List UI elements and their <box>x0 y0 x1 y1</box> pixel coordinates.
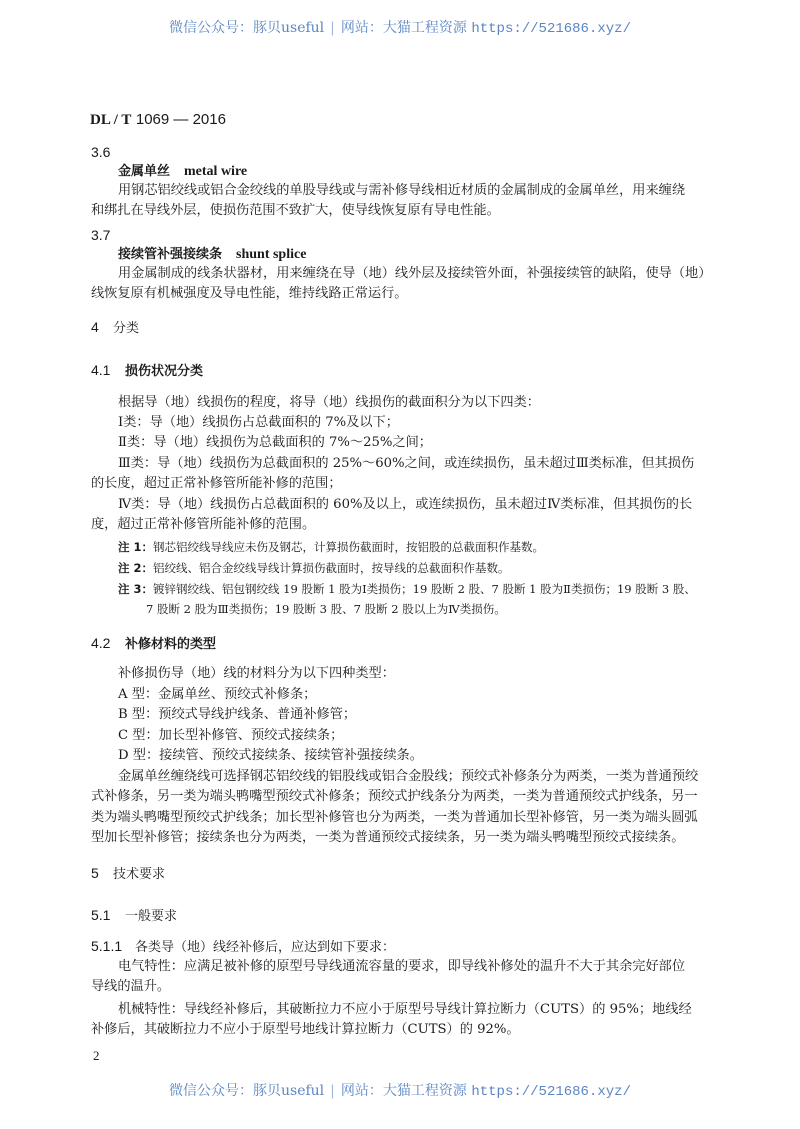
watermark-site-label: 网站：大猫工程资源 <box>340 20 467 36</box>
damage-class-item: 度，超过正常补修管所能补修的范围。 <box>91 517 316 532</box>
term-3-7 <box>118 246 306 264</box>
heading-number: 4.2 <box>91 635 111 651</box>
requirement-line: 电气特性：应满足被补修的原型号导线通流容量的要求，即导线补修处的温升不大于其余完好部位 <box>118 959 686 974</box>
damage-class-item: Ⅰ类：导（地）线损伤占总截面积的 7%及以下； <box>118 415 399 430</box>
page-number: 2 <box>93 1048 100 1063</box>
note-text: 钢芯铝绞线导线应未伤及钢芯，计算损伤截面时，按铝股的总截面积作基数。 <box>153 540 545 554</box>
term-3-6 <box>118 163 247 181</box>
heading-title: 技术要求 <box>113 867 166 882</box>
watermark-bottom <box>0 1080 800 1100</box>
material-type-item: B 型：预绞式导线护线条、普通补修管； <box>118 707 357 722</box>
requirement-line: 补修后，其破断拉力不应小于原型号地线计算拉断力（CUTS）的 92%。 <box>91 1022 520 1037</box>
heading-title: 一般要求 <box>125 909 178 924</box>
term-en: metal wire <box>184 164 248 179</box>
definition-line: 线恢复原有机械强度及导电性能，维持线路正常运行。 <box>91 286 408 301</box>
heading-number: 5.1.1 <box>91 938 123 954</box>
requirement-line: 机械特性：导线经补修后，其破断拉力不应小于原型号导线计算拉断力（CUTS）的 95%；地线经 <box>118 1002 692 1017</box>
definition-line: 用钢芯铝绞线或铝合金绞线的单股导线或与需补修导线相近材质的金属制成的金属单丝，用来缠绕 <box>118 183 686 198</box>
material-type-item: C 型：加长型补修管、预绞式接续条； <box>118 728 344 743</box>
heading-title: 各类导（地）线经补修后，应达到如下要求： <box>135 940 396 955</box>
requirement-line: 导线的温升。 <box>91 979 171 994</box>
watermark-wechat: 微信公众号：豚贝useful <box>169 1083 325 1099</box>
section-heading-5 <box>91 864 165 884</box>
damage-class-item: Ⅲ类：导（地）线损伤为总截面积的 25%～60%之间，或连续损伤，虽未超过Ⅲ类标准，但其损伤 <box>118 456 695 471</box>
watermark-url[interactable]: https://521686.xyz/ <box>471 1084 631 1100</box>
heading-title: 分类 <box>113 321 140 336</box>
term-cn: 金属单丝 <box>118 164 171 179</box>
note-1 <box>118 539 544 555</box>
note-3 <box>118 581 696 597</box>
paragraph-intro: 补修损伤导（地）线的材料分为以下四种类型： <box>118 666 395 681</box>
section-heading-4 <box>91 318 139 338</box>
heading-number: 5.1 <box>91 907 111 923</box>
standard-prefix: DL / T <box>90 112 132 128</box>
damage-class-item: 的长度，超过正常补修管所能补修的范围； <box>91 476 342 491</box>
section-heading-4-2 <box>91 634 216 654</box>
term-cn: 接续管补强接续条 <box>118 247 223 262</box>
watermark-separator: | <box>330 1083 335 1099</box>
definition-line: 和绑扎在导线外层，使损伤范围不致扩大，使导线恢复原有导电性能。 <box>91 203 500 218</box>
heading-title: 损伤状况分类 <box>125 364 204 379</box>
material-type-item: A 型：金属单丝、预绞式补修条； <box>118 687 317 702</box>
paragraph-line: 金属单丝缠绕线可选择钢芯铝绞线的铝股线或铝合金股线；预绞式补修条分为两类，一类为普通预绞 <box>118 769 699 784</box>
watermark-url[interactable]: https://521686.xyz/ <box>471 21 631 37</box>
note-2 <box>118 560 510 576</box>
clause-number-3-7: 3.7 <box>91 227 111 243</box>
paragraph-line: 类为端头鸭嘴型预绞式护线条；加长型补修管也分为两类，一类为普通加长型补修管，另一类为端头圆弧 <box>91 810 698 825</box>
heading-number: 4 <box>91 319 99 335</box>
note-label: 注 3： <box>118 582 154 596</box>
paragraph-line: 式补修条，另一类为端头鸭嘴型预绞式补修条；预绞式护线条分为两类，一类为普通预绞式护线条，另一 <box>91 789 698 804</box>
section-heading-5-1-1 <box>91 937 395 957</box>
paragraph-line: 型加长型补修管；接续条也分为两类，一类为普通预绞式接续条，另一类为端头鸭嘴型预绞式接续条。 <box>91 830 685 845</box>
section-heading-5-1 <box>91 906 177 926</box>
watermark-wechat: 微信公众号：豚贝useful <box>169 20 325 36</box>
material-type-item: D 型：接续管、预绞式接续条、接续管补强接续条。 <box>118 748 423 763</box>
heading-number: 5 <box>91 865 99 881</box>
paragraph-intro: 根据导（地）线损伤的程度，将导（地）线损伤的截面积分为以下四类： <box>118 395 540 410</box>
note-label: 注 2： <box>118 561 154 575</box>
note-label: 注 1： <box>118 540 154 554</box>
watermark-top <box>0 17 800 37</box>
standard-id <box>90 111 226 129</box>
definition-line: 用金属制成的线条状器材，用来缠绕在导（地）线外层及接续管外面，补强接续管的缺陷，使导（地） <box>118 266 712 281</box>
section-heading-4-1 <box>91 361 203 381</box>
watermark-separator: | <box>330 20 335 36</box>
note-text: 铝绞线、铝合金绞线导线计算损伤截面时，按导线的总截面积作基数。 <box>153 561 510 575</box>
standard-number: 1069 — 2016 <box>135 111 226 128</box>
heading-number: 4.1 <box>91 362 111 378</box>
heading-title: 补修材料的类型 <box>125 637 217 652</box>
note-3-continuation: 7 股断 2 股为Ⅲ类损伤；19 股断 3 股、7 股断 2 股以上为Ⅳ类损伤。 <box>146 602 506 616</box>
note-text: 镀锌钢绞线、铝包钢绞线 19 股断 1 股为Ⅰ类损伤；19 股断 2 股、7 股断 1 股为Ⅱ类损伤；19 股断 3 股、 <box>153 582 696 596</box>
damage-class-item: Ⅳ类：导（地）线损伤占总截面积的 60%及以上，或连续损伤，虽未超过Ⅳ类标准，但其损伤的长 <box>118 497 693 512</box>
clause-number-3-6: 3.6 <box>91 144 111 160</box>
watermark-site-label: 网站：大猫工程资源 <box>340 1083 467 1099</box>
term-en: shunt splice <box>236 247 307 262</box>
damage-class-item: Ⅱ类：导（地）线损伤为总截面积的 7%～25%之间； <box>118 435 432 450</box>
